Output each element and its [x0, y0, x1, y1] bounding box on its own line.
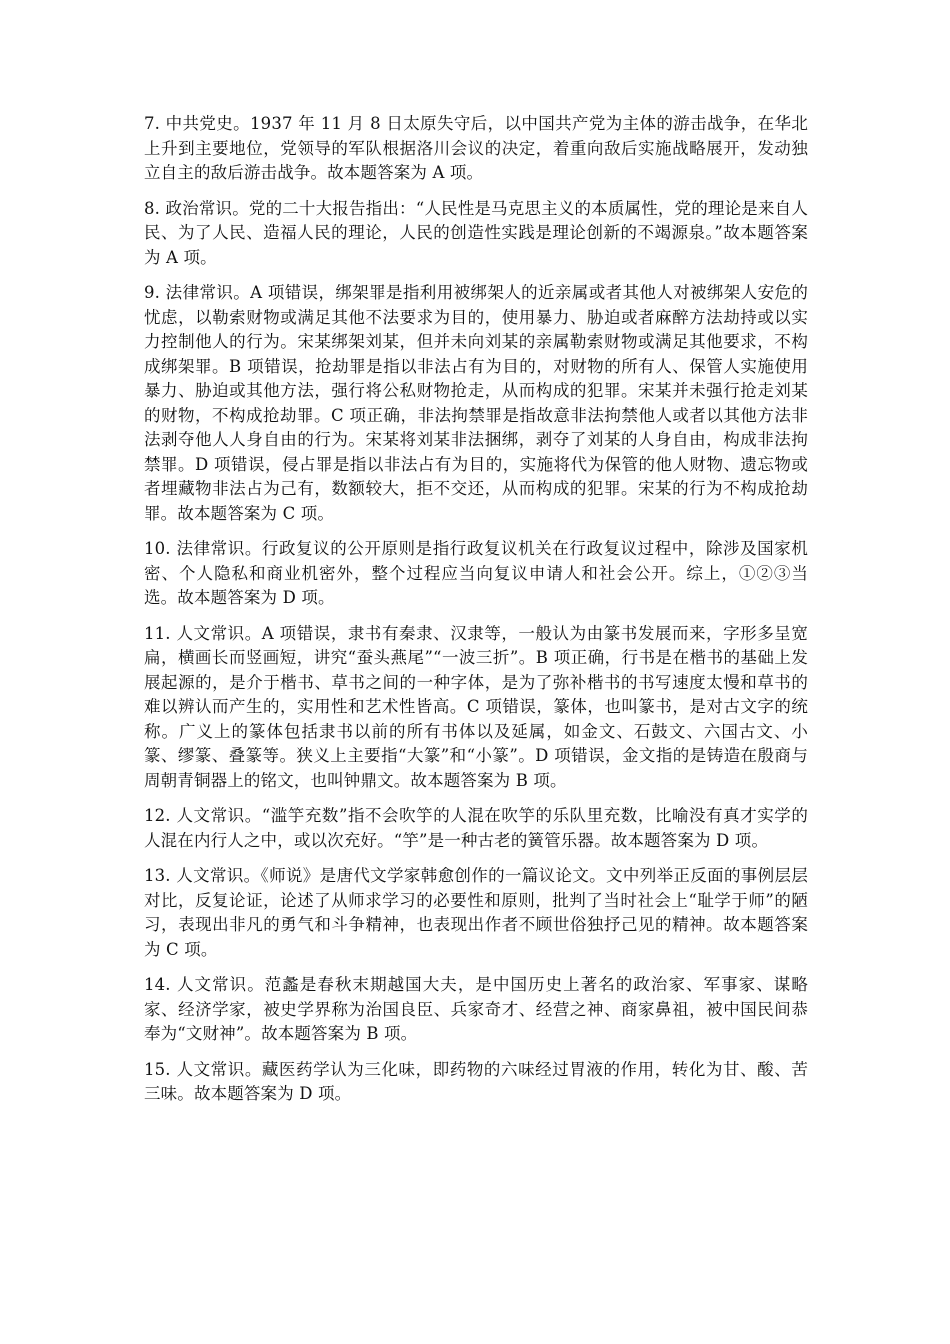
- answer-explanations: [144, 112, 808, 1118]
- explanation-q9: 9. 法律常识。A 项错误，绑架罪是指利用被绑架人的近亲属或者其他人对被绑架人安危的忧虑，以勒索财物或满足其他不法要求为目的，使用暴力、胁迫或者麻醉方法劫持或以实力控制他人的行为。宋某绑架刘某，但并未向刘某的亲属勒索财物或满足其他要求，不构成绑架罪。B 项错误，抢劫罪是指以非法占有为目的，对财物的所有人、保管人实施使用暴力、胁迫或其他方法，强行将公私财物抢走，从而构成的犯罪。宋某并未强行抢走刘某的财物，不构成抢劫罪。C 项正确，非法拘禁罪是指故意非法拘禁他人或者以其他方法非法剥夺他人人身自由的行为。宋某将刘某非法捆绑，剥夺了刘某的人身自由，构成非法拘禁罪。D 项错误，侵占罪是指以非法占有为目的，实施将代为保管的他人财物、遗忘物或者埋藏物非法占为己有，数额较大，拒不交还，从而构成的犯罪。宋某的行为不构成抢劫罪。故本题答案为 C 项。: [144, 283, 808, 523]
- explanation-q10: 10. 法律常识。行政复议的公开原则是指行政复议机关在行政复议过程中，除涉及国家机密、个人隐私和商业机密外，整个过程应当向复议申请人和社会公开。综上，①②③当选。故本题答案为 D 项。: [144, 539, 808, 607]
- explanation-q11: 11. 人文常识。A 项错误，隶书有秦隶、汉隶等，一般认为由篆书发展而来，字形多呈宽扁，横画长而竖画短，讲究“蚕头燕尾”“一波三折”。B 项正确，行书是在楷书的基础上发展起源的，是介于楷书、草书之间的一种字体，是为了弥补楷书的书写速度太慢和草书的难以辨认而产生的，实用性和艺术性皆高。C 项错误，篆体，也叫篆书，是对古文字的统称。广义上的篆体包括隶书以前的所有书体以及延属，如金文、石鼓文、六国古文、小篆、缪篆、叠篆等。狭义上主要指“大篆”和“小篆”。D 项错误，金文指的是铸造在殷商与周朝青铜器上的铭文，也叫钟鼎文。故本题答案为 B 项。: [144, 623, 808, 790]
- explanation-q13: 13. 人文常识。《师说》是唐代文学家韩愈创作的一篇议论文。文中列举正反面的事例层层对比，反复论证，论述了从师求学习的必要性和原则，批判了当时社会上“耻学于师”的陋习，表现出非凡的勇气和斗争精神，也表现出作者不顾世俗独抒己见的精神。故本题答案为 C 项。: [144, 866, 808, 959]
- explanation-q8: 8. 政治常识。党的二十大报告指出：“人民性是马克思主义的本质属性，党的理论是来自人民、为了人民、造福人民的理论，人民的创造性实践是理论创新的不竭源泉。”故本题答案为 A 项。: [144, 198, 808, 267]
- explanation-q7: 7. 中共党史。1937 年 11 月 8 日太原失守后，以中国共产党为主体的游击战争，在华北上升到主要地位，党领导的军队根据洛川会议的决定，着重向敌后实施战略展开，发动独立自主的敌后游击战争。故本题答案为 A 项。: [144, 114, 808, 182]
- explanation-q14: 14. 人文常识。范蠡是春秋末期越国大夫，是中国历史上著名的政治家、军事家、谋略家、经济学家，被史学界称为治国良臣、兵家奇才、经营之神、商家鼻祖，被中国民间恭奉为“文财神”。故本题答案为 B 项。: [144, 975, 808, 1043]
- explanation-q15: 15. 人文常识。藏医药学认为三化味，即药物的六味经过胃液的作用，转化为甘、酸、苦三味。故本题答案为 D 项。: [144, 1059, 808, 1103]
- explanation-q12: 12. 人文常识。“滥竽充数”指不会吹竽的人混在吹竽的乐队里充数，比喻没有真才实学的人混在内行人之中，或以次充好。“竽”是一种古老的簧管乐器。故本题答案为 D 项。: [144, 806, 808, 850]
